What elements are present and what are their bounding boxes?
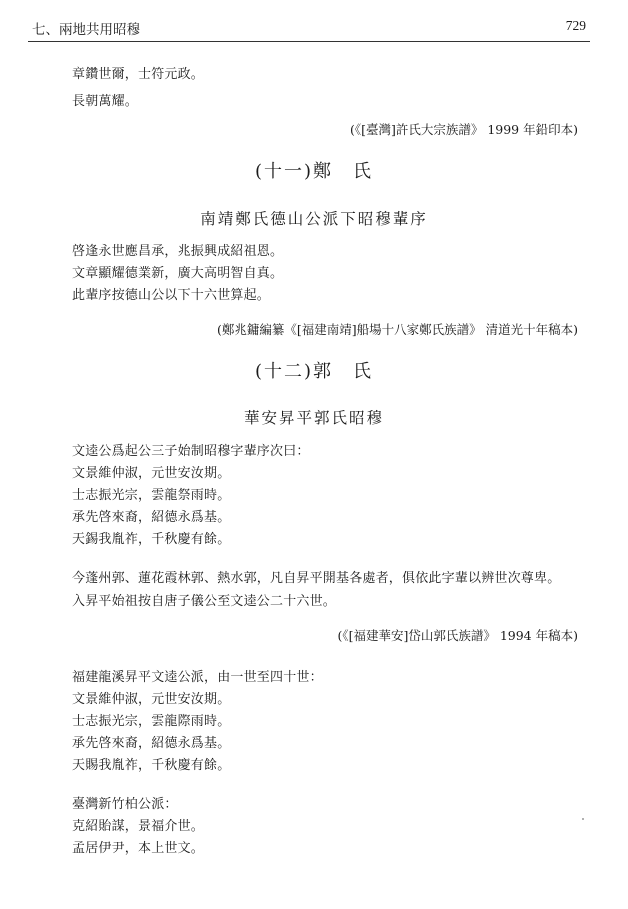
section-title: (十二)郭 氏	[254, 361, 374, 382]
text-line: 士志振光宗，雲龍際雨時。	[72, 714, 231, 729]
text-line: 承先啓來裔，紹德永爲基。	[72, 736, 231, 751]
text-line: 天賜我胤祚，千秋慶有餘。	[72, 758, 231, 773]
text-line: 承先啓來裔，紹德永爲基。	[72, 510, 231, 525]
text-line: 文景維仲淑，元世安汝期。	[72, 692, 231, 707]
page-number: 729	[565, 18, 586, 33]
text-line: 文逵公爲起公三子始制昭穆字輩序次曰：	[72, 444, 310, 459]
text-line: 文景維仲淑，元世安汝期。	[72, 466, 231, 481]
text-line: 臺灣新竹柏公派：	[72, 797, 178, 812]
text-line: 福建龍溪昇平文逵公派，由一世至四十世：	[72, 670, 323, 685]
section-title: (十一)鄭 氏	[254, 161, 374, 182]
section-subtitle: 華安昇平郭氏昭穆	[243, 409, 384, 427]
text-line: 今蓬州郭、蓮花霞林郭、熱水郭，凡自昇平開基各處者，俱依此字輩以辨世次尊卑。	[72, 571, 561, 586]
source-citation: (《[臺灣]許氏大宗族譜》 1999 年鉛印本)	[349, 122, 578, 137]
chapter-title: 七、兩地共用昭穆	[32, 22, 140, 38]
source-citation: (《[福建華安]岱山郭氏族譜》 1994 年稿本)	[337, 628, 578, 643]
header-rule	[28, 41, 590, 42]
text-line: 章鑽世爾，士符元政。	[72, 67, 205, 82]
source-citation: (鄭兆鏞編纂《[福建南靖]船場十八家鄭氏族譜》 清道光十年稿本)	[217, 322, 578, 337]
text-line: 此輩序按德山公以下十六世算起。	[72, 288, 271, 303]
text-line: 天錫我胤祚，千秋慶有餘。	[72, 532, 231, 547]
text-line: 入昇平始祖按自唐子儀公至文逵公二十六世。	[72, 594, 337, 609]
text-line: 士志振光宗，雲龍祭雨時。	[72, 488, 231, 503]
text-line: 啓逢永世應昌承，兆振興成紹祖恩。	[72, 244, 284, 259]
section-subtitle: 南靖鄭氏德山公派下昭穆輩序	[200, 210, 428, 228]
text-line: 克紹貽謀，景福介世。	[72, 819, 205, 834]
text-line: 文章顯耀德業新，廣大高明智自真。	[72, 266, 284, 281]
scan-speck	[582, 818, 584, 820]
text-line: 長朝萬耀。	[72, 94, 139, 109]
text-line: 孟居伊尹，本上世文。	[72, 841, 205, 856]
